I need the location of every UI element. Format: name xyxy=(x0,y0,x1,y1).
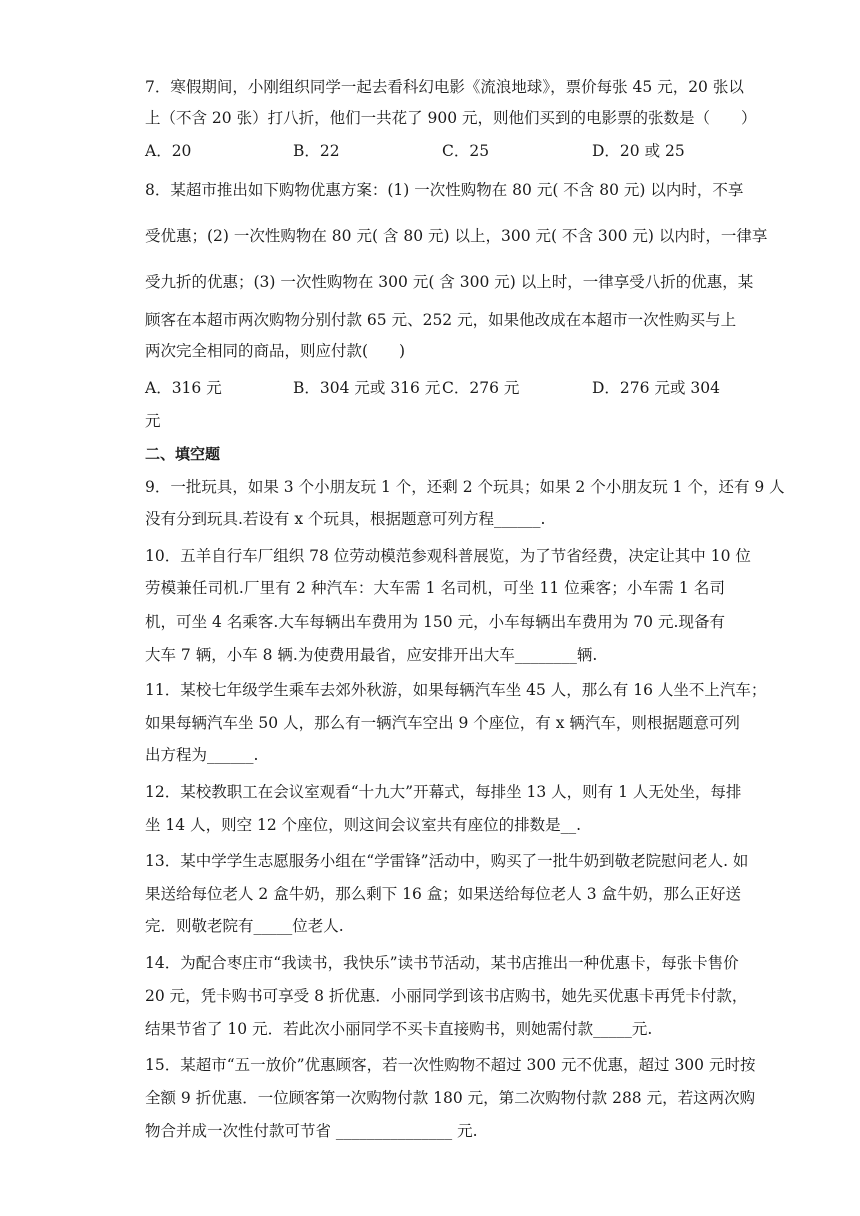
question-9-line-2: 没有分到玩具.若设有 x 个玩具，根据题意可列方程______. xyxy=(145,510,546,528)
question-8-option-d-wrap: 元 xyxy=(145,412,161,430)
question-7-line-2: 上（不含 20 张）打八折，他们一共花了 900 元，则他们买到的电影票的张数是（ ） xyxy=(145,109,757,127)
question-14-line-3: 结果节省了 10 元．若此次小丽同学不买卡直接购书，则她需付款_____元. xyxy=(145,1020,653,1038)
option-a: A．20 xyxy=(145,142,192,160)
question-8-line-1: 8．某超市推出如下购物优惠方案：(1) 一次性购物在 80 元( 不含 80 元) 以内时，不享 xyxy=(145,181,744,199)
question-7-options xyxy=(145,141,725,163)
question-10-line-3: 机，可坐 4 名乘客.大车每辆出车费用为 150 元，小车每辆出车费用为 70 元.现备有 xyxy=(145,613,725,631)
question-15-line-2: 全额 9 折优惠．一位顾客第一次购物付款 180 元，第二次购物付款 288 元，若这两次购 xyxy=(145,1089,756,1107)
question-13-line-1: 13．某中学学生志愿服务小组在“学雷锋”活动中，购买了一批牛奶到敬老院慰问老人. 如 xyxy=(145,852,749,870)
option-b: B．22 xyxy=(293,142,340,160)
question-11-line-1: 11．某校七年级学生乘车去郊外秋游，如果每辆汽车坐 45 人，那么有 16 人坐不上汽车； xyxy=(145,681,767,699)
question-7-line-1: 7．寒假期间，小刚组织同学一起去看科幻电影《流浪地球》，票价每张 45 元，20 张以 xyxy=(145,78,744,96)
option-c: C．25 xyxy=(442,142,490,160)
question-12-line-1: 12．某校教职工在会议室观看“十九大”开幕式，每排坐 13 人，则有 1 人无处坐，每排 xyxy=(145,783,742,801)
question-13-line-3: 完．则敬老院有_____位老人. xyxy=(145,917,344,935)
option-d: D．276 元或 304 xyxy=(592,379,720,397)
question-10-line-4: 大车 7 辆，小车 8 辆.为使费用最省，应安排开出大车________辆. xyxy=(145,646,598,664)
question-14-line-1: 14．为配合枣庄市“我读书，我快乐”读书节活动，某书店推出一种优惠卡，每张卡售价 xyxy=(145,954,739,972)
question-15-line-3: 物合并成一次性付款可节省 _______________ 元. xyxy=(145,1122,478,1140)
question-8-line-5: 两次完全相同的商品，则应付款( ) xyxy=(145,342,406,360)
question-15-line-1: 15．某超市“五一放价”优惠顾客，若一次性购物不超过 300 元不优惠，超过 300 元时按 xyxy=(145,1056,756,1074)
option-b: B．304 元或 316 元 xyxy=(293,379,441,397)
question-8-line-2: 受优惠；(2) 一次性购物在 80 元( 含 80 元) 以上，300 元( 不含 300 元) 以内时，一律享 xyxy=(145,227,768,245)
question-13-line-2: 果送给每位老人 2 盒牛奶，那么剩下 16 盒；如果送给每位老人 3 盒牛奶，那么正好送 xyxy=(145,885,742,903)
question-14-line-2: 20 元，凭卡购书可享受 8 折优惠．小丽同学到该书店购书，她先买优惠卡再凭卡付款， xyxy=(145,987,748,1005)
question-8-options xyxy=(145,378,725,400)
question-8-line-3: 受九折的优惠；(3) 一次性购物在 300 元( 含 300 元) 以上时，一律享受八折的优惠，某 xyxy=(145,273,754,291)
question-10-line-2: 劳模兼任司机.厂里有 2 种汽车：大车需 1 名司机，可坐 11 位乘客；小车需 1 名司 xyxy=(145,579,725,597)
option-d: D．20 或 25 xyxy=(592,142,685,160)
question-12-line-2: 坐 14 人，则空 12 个座位，则这间会议室共有座位的排数是__. xyxy=(145,816,582,834)
section-title: 二、填空题 xyxy=(145,445,221,463)
option-c: C．276 元 xyxy=(442,379,520,397)
question-11-line-2: 如果每辆汽车坐 50 人，那么有一辆汽车空出 9 个座位，有 x 辆汽车，则根据题意可列 xyxy=(145,714,740,732)
question-10-line-1: 10．五羊自行车厂组织 78 位劳动模范参观科普展览，为了节省经费，决定让其中 10 位 xyxy=(145,547,751,565)
option-a: A．316 元 xyxy=(145,379,222,397)
question-11-line-3: 出方程为______. xyxy=(145,746,259,764)
question-9-line-1: 9．一批玩具，如果 3 个小朋友玩 1 个，还剩 2 个玩具；如果 2 个小朋友玩 1 个，还有 9 人 xyxy=(145,478,785,496)
question-8-line-4: 顾客在本超市两次购物分别付款 65 元、252 元，如果他改成在本超市一次性购买与上 xyxy=(145,311,737,329)
